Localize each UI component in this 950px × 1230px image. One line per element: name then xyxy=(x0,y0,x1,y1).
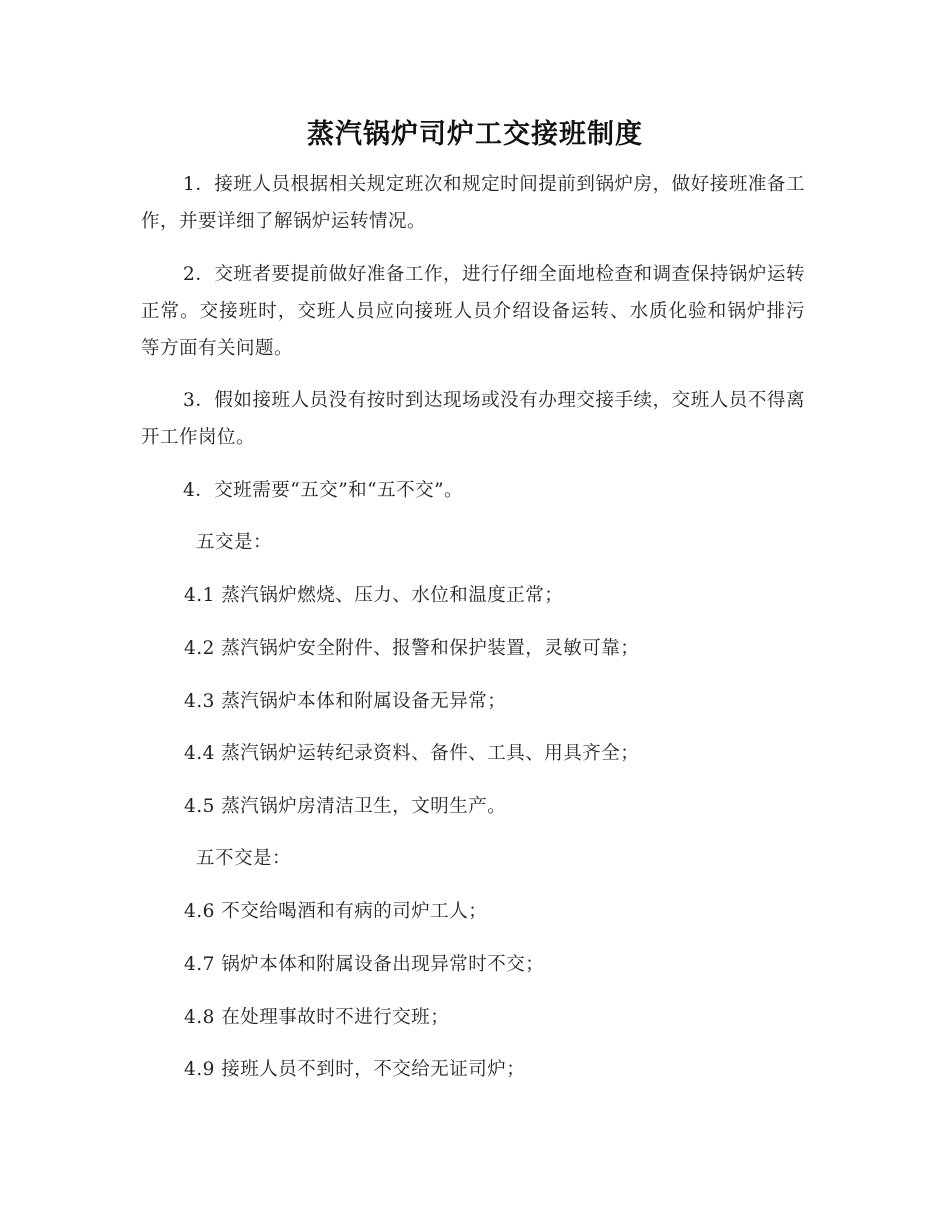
list-item-4-2: 4.2 蒸汽锅炉安全附件、报警和保护装置，灵敏可靠； xyxy=(184,638,640,659)
paragraph-4: 4．交班需要“五交”和“五不交”。 xyxy=(183,480,464,501)
list-item-4-6: 4.6 不交给喝酒和有病的司炉工人； xyxy=(184,901,488,922)
five-not-hand-over-heading: 五不交是： xyxy=(196,848,292,869)
list-item-4-3: 4.3 蒸汽锅炉本体和附属设备无异常； xyxy=(184,691,507,712)
paragraph-2: 2．交班者要提前做好准备工作，进行仔细全面地检查和调查保持锅炉运转正常。交接班时，交班人员应向接班人员介绍设备运转、水质化验和锅炉排污等方面有关问题。 xyxy=(141,264,805,359)
list-item-4-1: 4.1 蒸汽锅炉燃烧、压力、水位和温度正常； xyxy=(184,585,564,606)
list-item-4-8: 4.8 在处理事故时不进行交班； xyxy=(184,1007,450,1028)
list-item-4-5: 4.5 蒸汽锅炉房清洁卫生，文明生产。 xyxy=(184,796,507,817)
five-hand-over-heading: 五交是： xyxy=(196,532,273,553)
list-item-4-7: 4.7 锅炉本体和附属设备出现异常时不交； xyxy=(184,954,545,975)
paragraph-1: 1．接班人员根据相关规定班次和规定时间提前到锅炉房，做好接班准备工作，并要详细了解锅炉运转情况。 xyxy=(141,174,805,232)
list-item-4-4: 4.4 蒸汽锅炉运转纪录资料、备件、工具、用具齐全； xyxy=(184,743,640,764)
document-title: 蒸汽锅炉司炉工交接班制度 xyxy=(307,119,643,150)
paragraph-3: 3．假如接班人员没有按时到达现场或没有办理交接手续，交班人员不得离开工作岗位。 xyxy=(141,390,805,448)
list-item-4-9: 4.9 接班人员不到时，不交给无证司炉； xyxy=(184,1059,526,1080)
